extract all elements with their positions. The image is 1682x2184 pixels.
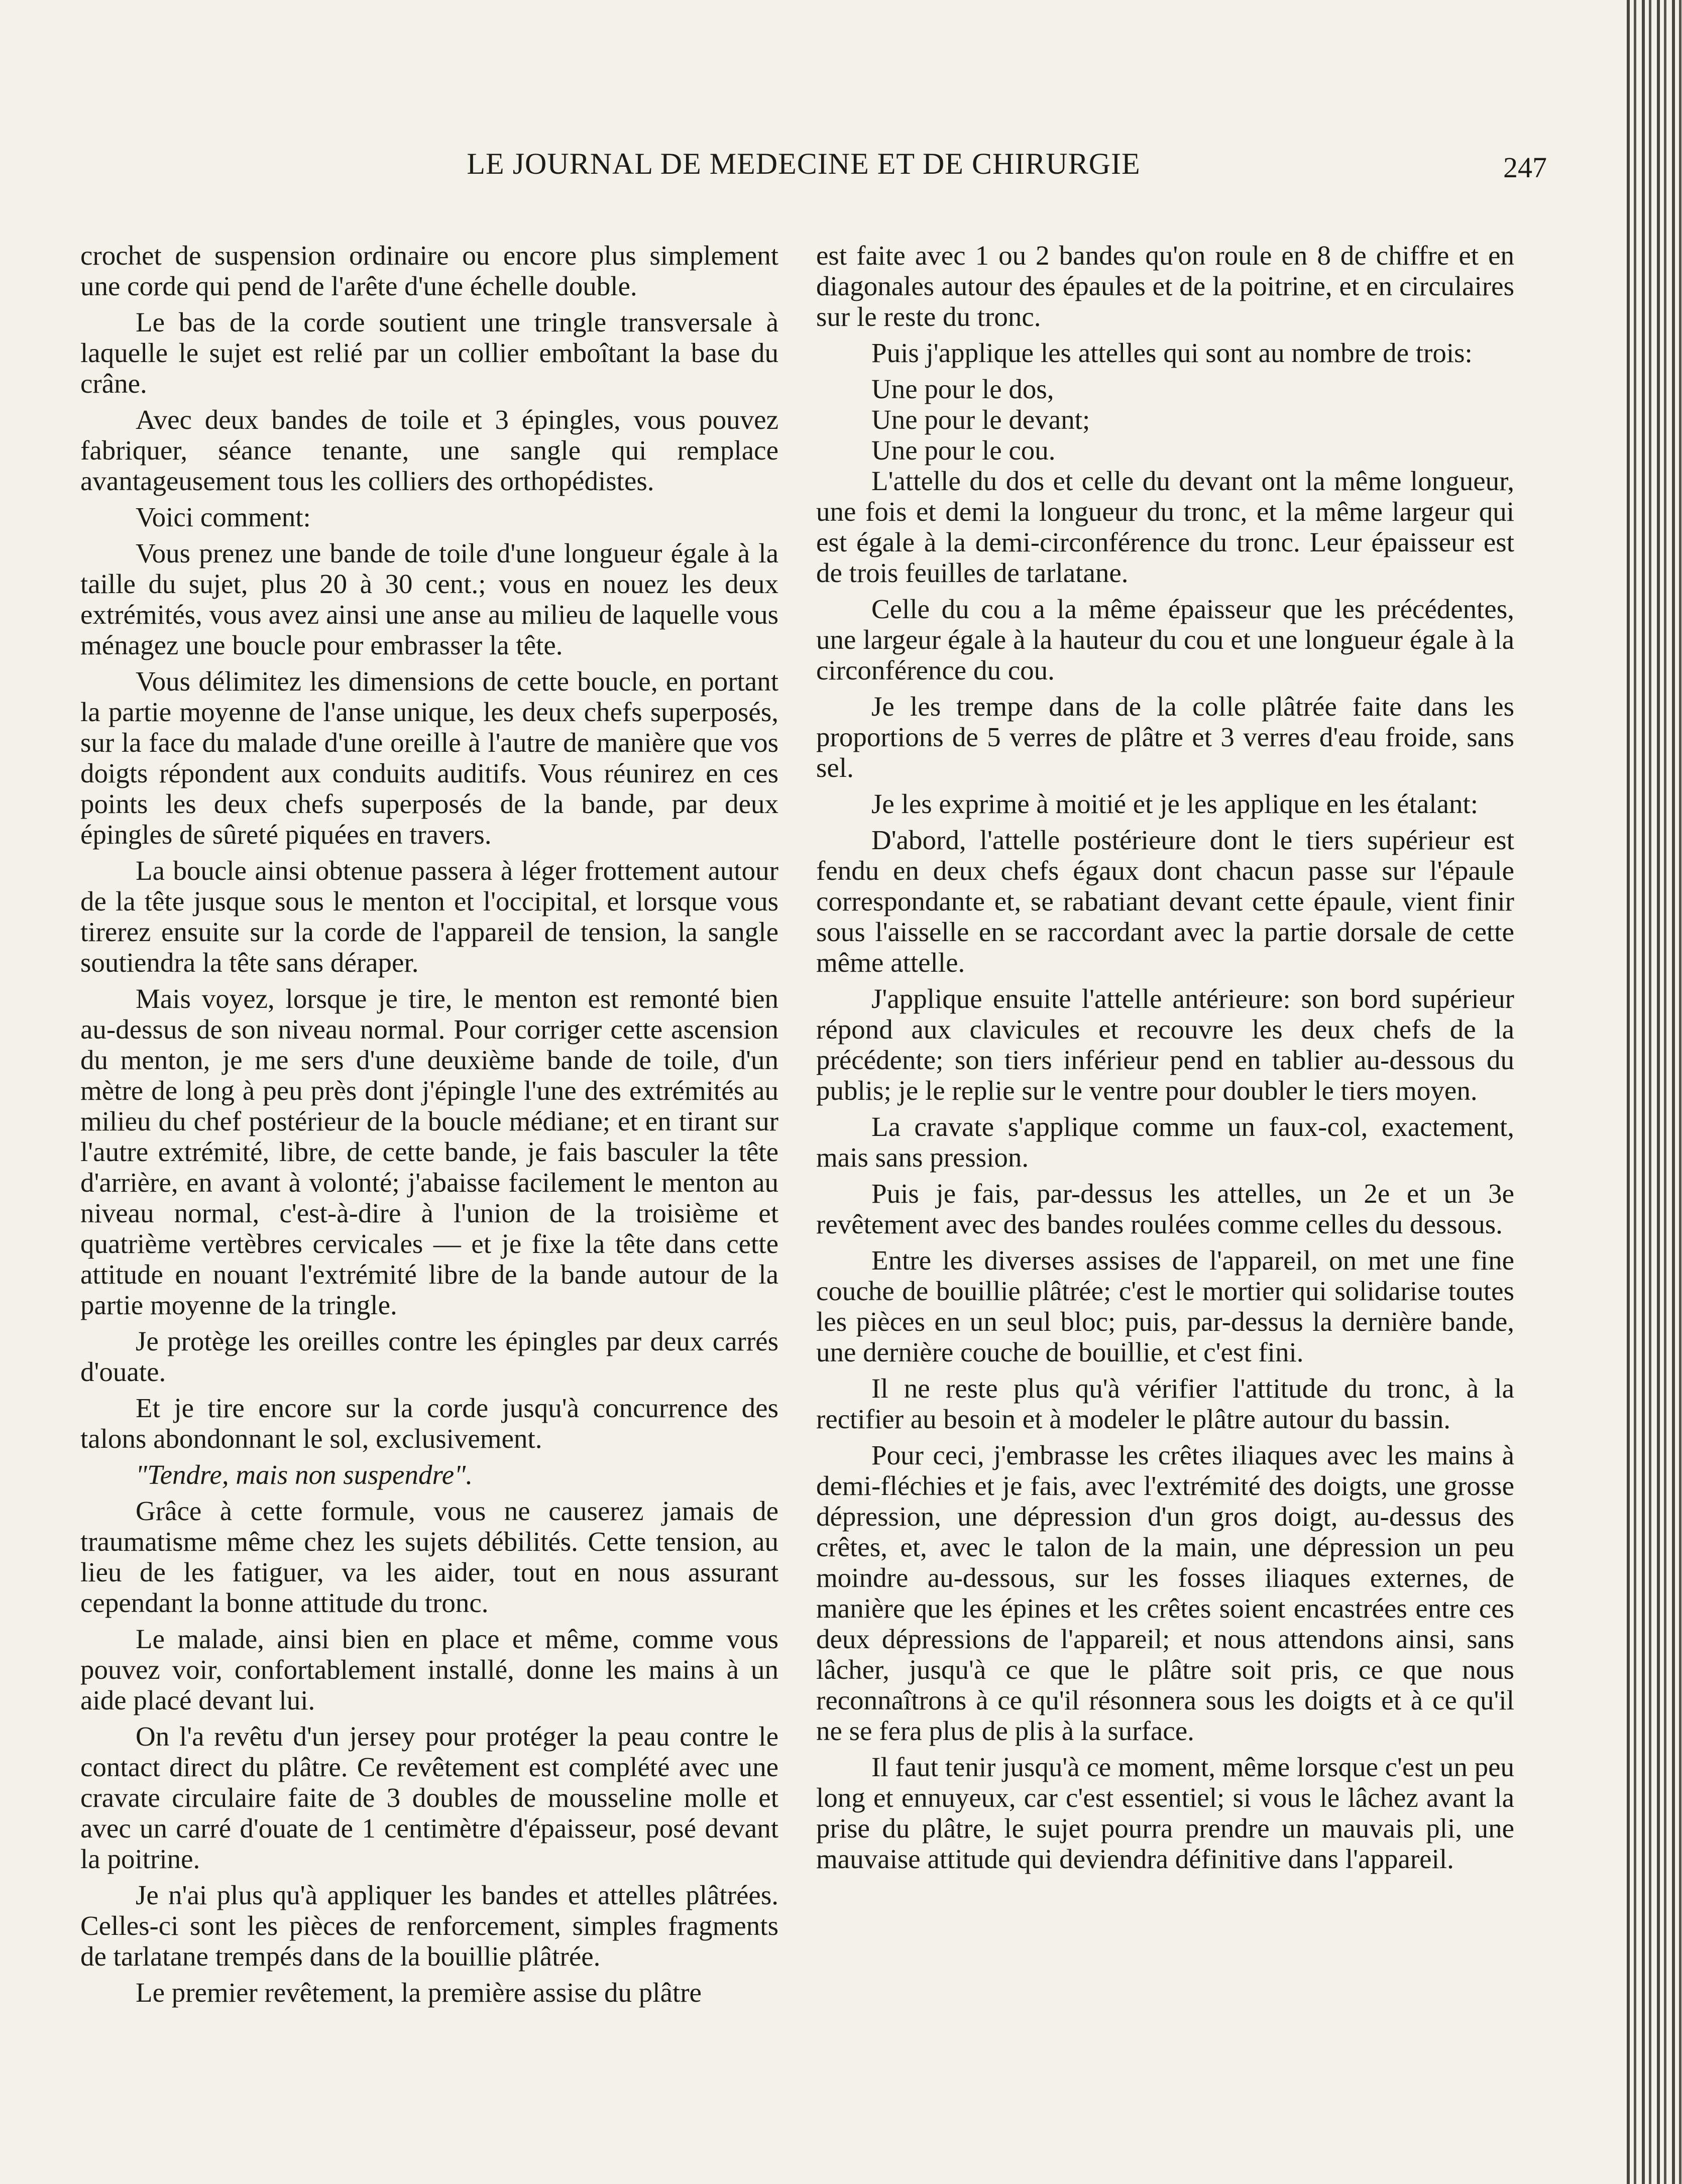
list-item: Une pour le cou.: [871, 435, 1056, 466]
paragraph: Pour ceci, j'embrasse les crêtes iliaques avec les mains à demi-fléchies et je fais, avec l'extrémité des doigts, une grosse dépression, une dépression d'un gros doigt, au-dessus des crêtes, et, avec le talon de la main, une dépression un peu moindre au-dessous, sur les fosses iliaques externes, de manière que les épines et les crêtes soient encastrées entre ces deux dépressions de l'appareil; et nous attendons ainsi, sans lâcher, jusqu'à ce que le plâtre soit pris, ce que nous reconnaîtrons à ce qu'il résonnera sous les doigts et à ce qu'il ne se fera plus de plis à la surface.: [816, 1440, 1514, 1746]
paragraph: Je protège les oreilles contre les épingles par deux carrés d'ouate.: [80, 1326, 778, 1387]
paragraph: Et je tire encore sur la corde jusqu'à concurrence des talons abondonnant le sol, exclusivement.: [80, 1393, 778, 1454]
paragraph: Avec deux bandes de toile et 3 épingles, vous pouvez fabriquer, séance tenante, une sangle qui remplace avantageusement tous les colliers des orthopédistes.: [80, 404, 778, 496]
paragraph: est faite avec 1 ou 2 bandes qu'on roule en 8 de chiffre et en diagonales autour des épaules et de la poitrine, et en circulaires sur le reste du tronc.: [816, 240, 1514, 332]
paragraph: D'abord, l'attelle postérieure dont le tiers supérieur est fendu en deux chefs égaux dont chacun passe sur l'épaule correspondante et, se rabatiant devant cette épaule, vient finir sous l'aisselle en se raccordant avec la partie dorsale de cette même attelle.: [816, 825, 1514, 978]
list-item: Une pour le dos,: [871, 374, 1054, 404]
paragraph: Le bas de la corde soutient une tringle transversale à laquelle le sujet est relié par un collier emboîtant la base du crâne.: [80, 307, 778, 399]
paragraph: Celle du cou a la même épaisseur que les précédentes, une largeur égale à la hauteur du cou et une longueur égale à la circonférence du cou.: [816, 594, 1514, 685]
paragraph: La boucle ainsi obtenue passera à léger frottement autour de la tête jusque sous le menton et l'occipital, et lorsque vous tirerez ensuite sur la corde de l'appareil de tension, la sangle soutiendra la tête sans déraper.: [80, 855, 778, 978]
paragraph: Entre les diverses assises de l'appareil, on met une fine couche de bouillie plâtrée; c'est le mortier qui solidarise toutes les pièces en un seul bloc; puis, par-dessus la dernière bande, une dernière couche de bouillie, et c'est fini.: [816, 1245, 1514, 1367]
paragraph: Puis j'applique les attelles qui sont au nombre de trois:: [871, 337, 1473, 368]
paragraph: Grâce à cette formule, vous ne causerez jamais de traumatisme même chez les sujets débilités. Cette tension, au lieu de les fatiguer, va les aider, tout en nous assurant cependant la bonne attitude du tronc.: [80, 1496, 778, 1618]
quote-paragraph: "Tendre, mais non suspendre".: [136, 1459, 473, 1490]
paragraph: Puis je fais, par-dessus les attelles, un 2e et un 3e revêtement avec des bandes roulées comme celles du dessous.: [816, 1178, 1514, 1239]
page-binding-edge: [1627, 0, 1682, 2184]
page-number: 247: [1503, 151, 1547, 184]
paragraph: L'attelle du dos et celle du devant ont la même longueur, une fois et demi la longueur du tronc, et la même largeur qui est égale à la demi-circonférence du tronc. Leur épaisseur est de trois feuilles de tarlatane.: [816, 466, 1514, 588]
paragraph: La cravate s'applique comme un faux-col, exactement, mais sans pression.: [816, 1111, 1514, 1173]
paragraph: J'applique ensuite l'attelle antérieure: son bord supérieur répond aux clavicules et recouvre les deux chefs de la précédente; son tiers inférieur pend en tablier au-dessous du publis; je le replie sur le ventre pour doubler le tiers moyen.: [816, 983, 1514, 1106]
paragraph: Mais voyez, lorsque je tire, le menton est remonté bien au-dessus de son niveau normal. Pour corriger cette ascension du menton, je me sers d'une deuxième bande de toile, d'un mètre de long à peu près dont j'épingle l'une des extrémités au milieu du chef postérieur de la boucle médiane; et en tirant sur l'autre extrémité, libre, de cette bande, je fais basculer la tête d'arrière, en avant à volonté; j'abaisse facilement le menton au niveau normal, c'est-à-dire à l'union de la troisième et quatrième vertèbres cervicales — et je fixe la tête dans cette attitude en nouant l'extrémité libre de la bande autour de la partie moyenne de la tringle.: [80, 983, 778, 1320]
page-header: [80, 147, 1547, 187]
paragraph: Je les trempe dans de la colle plâtrée faite dans les proportions de 5 verres de plâtre et 3 verres d'eau froide, sans sel.: [816, 691, 1514, 783]
paragraph: Le premier revêtement, la première assise du plâtre: [136, 1977, 702, 2008]
left-column: [80, 240, 778, 2013]
paragraph: Il ne reste plus qu'à vérifier l'attitude du tronc, à la rectifier au besoin et à modeler le plâtre autour du bassin.: [816, 1373, 1514, 1434]
running-title: LE JOURNAL DE MEDECINE ET DE CHIRURGIE: [467, 147, 1141, 180]
paragraph: Je les exprime à moitié et je les applique en les étalant:: [871, 788, 1479, 819]
paragraph: Voici comment:: [136, 502, 311, 532]
paragraph: On l'a revêtu d'un jersey pour protéger la peau contre le contact direct du plâtre. Ce revêtement est complété avec une cravate circulaire faite de 3 doubles de mousseline molle et avec un carré d'ouate de 1 centimètre d'épaisseur, posé devant la poitrine.: [80, 1721, 778, 1874]
paragraph: crochet de suspension ordinaire ou encore plus simplement une corde qui pend de l'arête d'une échelle double.: [80, 240, 778, 301]
list-item: Une pour le devant;: [871, 404, 1090, 435]
paragraph: Je n'ai plus qu'à appliquer les bandes et attelles plâtrées. Celles-ci sont les pièces de renforcement, simples fragments de tarlatane trempés dans de la bouillie plâtrée.: [80, 1880, 778, 1972]
right-column: [816, 240, 1514, 1880]
paragraph: Il faut tenir jusqu'à ce moment, même lorsque c'est un peu long et ennuyeux, car c'est essentiel; si vous le lâchez avant la prise du plâtre, le sujet pourra prendre un mauvais pli, une mauvaise attitude qui deviendra définitive dans l'appareil.: [816, 1752, 1514, 1874]
paragraph: Vous délimitez les dimensions de cette boucle, en portant la partie moyenne de l'anse unique, les deux chefs superposés, sur la face du malade d'une oreille à l'autre de manière que vos doigts répondent aux conduits auditifs. Vous réunirez en ces points les deux chefs superposés de la bande, par deux épingles de sûreté piquées en travers.: [80, 666, 778, 850]
paragraph: Vous prenez une bande de toile d'une longueur égale à la taille du sujet, plus 20 à 30 cent.; vous en nouez les deux extrémités, vous avez ainsi une anse au milieu de laquelle vous ménagez une boucle pour embrasser la tête.: [80, 538, 778, 660]
paragraph: Le malade, ainsi bien en place et même, comme vous pouvez voir, confortablement installé, donne les mains à un aide placé devant lui.: [80, 1624, 778, 1715]
